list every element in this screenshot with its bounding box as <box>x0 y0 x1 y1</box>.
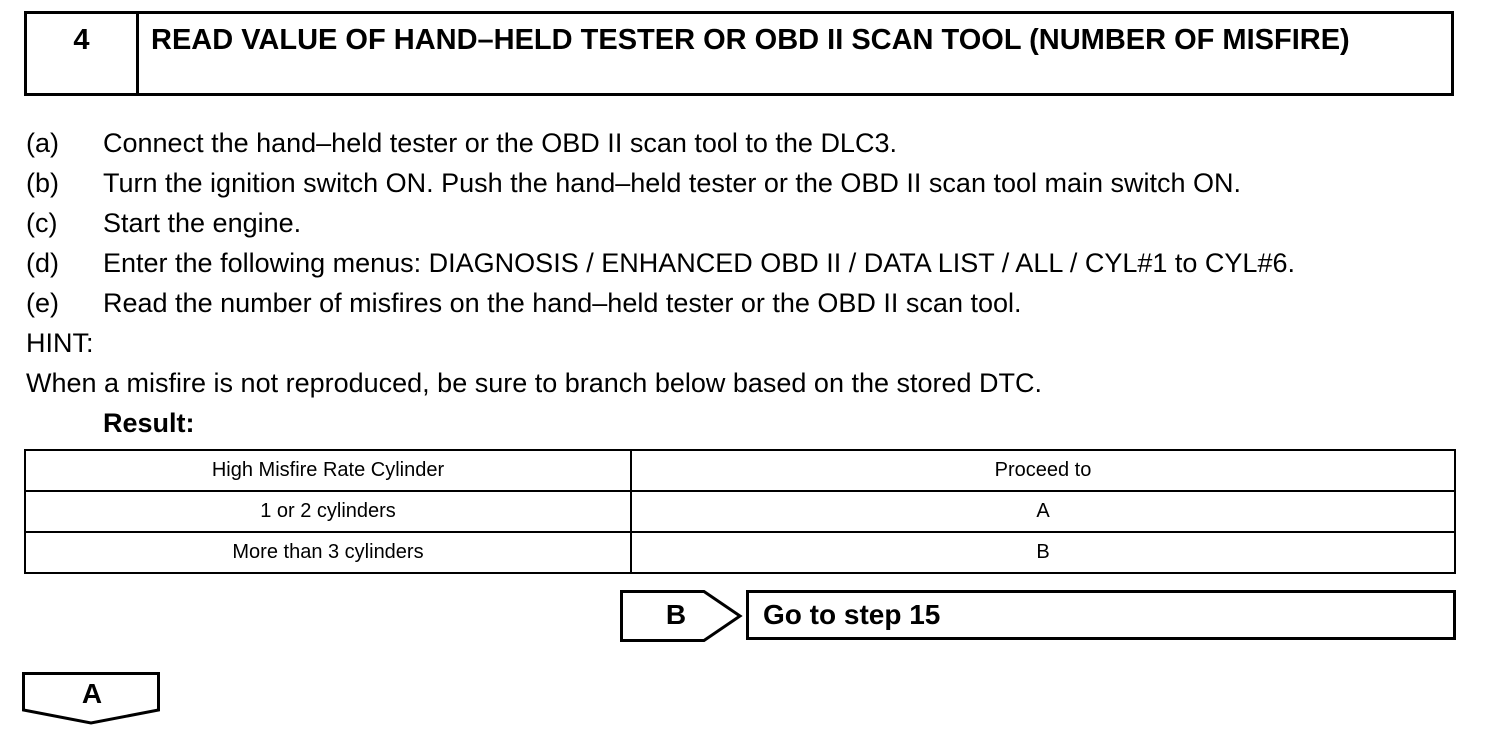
table-cell: More than 3 cylinders <box>25 532 631 573</box>
branch-a-arrow <box>22 672 162 726</box>
instruction-text: Connect the hand–held tester or the OBD II scan tool to the DLC3. <box>103 128 897 158</box>
table-cell: 1 or 2 cylinders <box>25 491 631 532</box>
step-title: READ VALUE OF HAND–HELD TESTER OR OBD II SCAN TOOL (NUMBER OF MISFIRE) <box>151 24 1350 56</box>
instructions <box>26 123 1486 443</box>
branch-b-arrow <box>620 590 744 642</box>
instruction-item <box>26 163 1486 203</box>
table-header-cell: Proceed to <box>631 450 1455 491</box>
instruction-text: Start the engine. <box>103 208 302 238</box>
instruction-item <box>26 123 1486 163</box>
hint-text: When a misfire is not reproduced, be sure to branch below based on the stored DTC. <box>26 368 1043 398</box>
instruction-text: Turn the ignition switch ON. Push the hand–held tester or the OBD II scan tool main switch ON. <box>103 168 1242 198</box>
instruction-item <box>26 283 1486 323</box>
instruction-letter: (a) <box>26 128 59 158</box>
hint-label: HINT: <box>26 328 94 358</box>
instruction-item <box>26 203 1486 243</box>
table-cell: B <box>631 532 1455 573</box>
instruction-item <box>26 243 1486 283</box>
table-header-cell: High Misfire Rate Cylinder <box>25 450 631 491</box>
result-table <box>24 449 1456 574</box>
instruction-letter: (d) <box>26 248 59 278</box>
branch-a-label: A <box>81 678 103 709</box>
table-header-row <box>25 450 1455 491</box>
step-header <box>24 11 1454 96</box>
table-row <box>25 491 1455 532</box>
table-cell: A <box>631 491 1455 532</box>
step-number: 4 <box>27 14 139 93</box>
instruction-letter: (b) <box>26 168 59 198</box>
goto-step-box: Go to step 15 <box>746 590 1456 640</box>
instruction-letter: (c) <box>26 208 58 238</box>
instruction-text: Enter the following menus: DIAGNOSIS / ENHANCED OBD II / DATA LIST / ALL / CYL#1 to CYL#6. <box>103 248 1295 278</box>
instruction-text: Read the number of misfires on the hand–held tester or the OBD II scan tool. <box>103 288 1022 318</box>
table-row <box>25 532 1455 573</box>
result-label: Result: <box>103 408 195 438</box>
branch-b-label: B <box>665 599 687 630</box>
instruction-letter: (e) <box>26 288 59 318</box>
